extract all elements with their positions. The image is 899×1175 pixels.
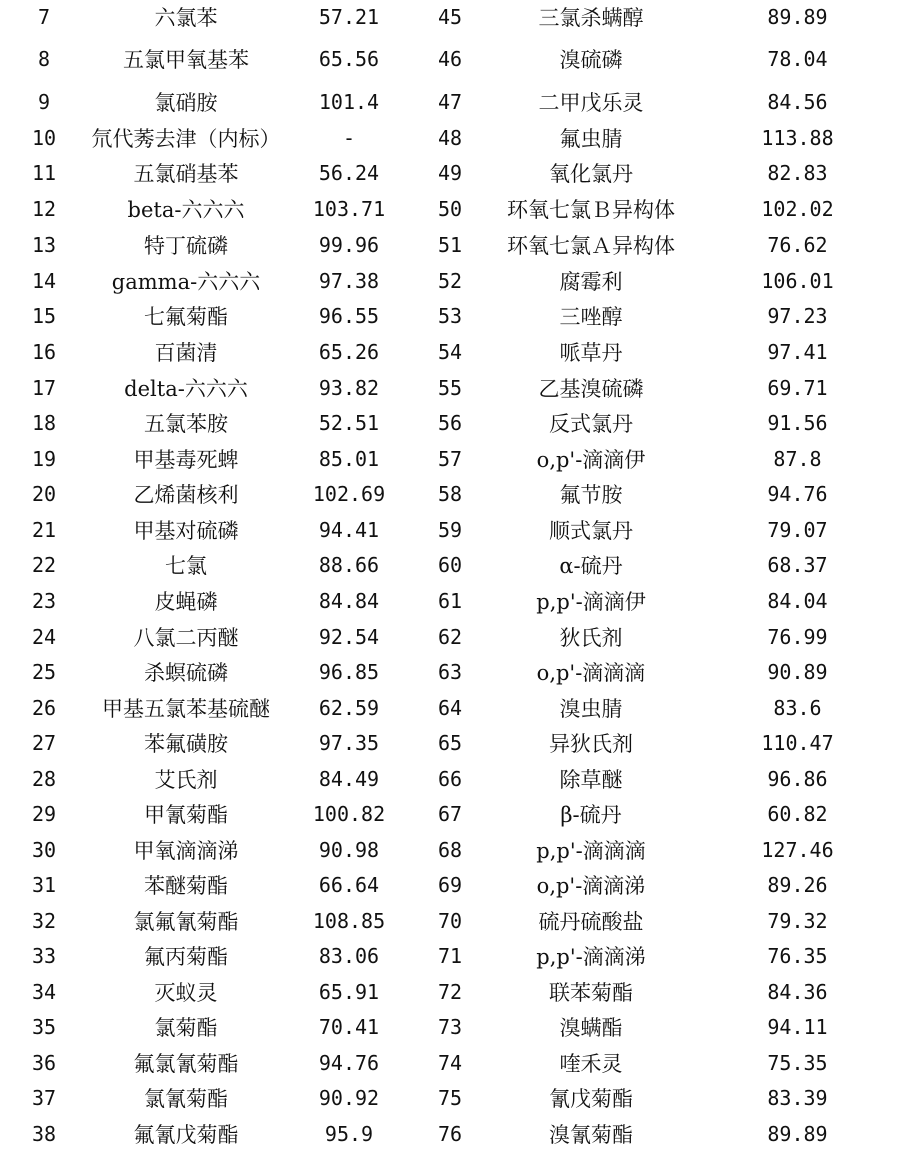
row-number: 69 [437,873,463,897]
table-row [0,191,899,227]
table-row [0,120,899,155]
row-number: 60 [437,553,463,577]
row-number: 54 [437,340,463,364]
compound-name: 五氯甲氧基苯 [123,48,249,72]
recovery-value: 97.41 [767,340,828,364]
compound-name: 溴螨酯 [559,1016,623,1040]
row-number: 27 [31,731,57,755]
compound-name: 特丁硫磷 [144,234,228,258]
row-number: 59 [437,517,463,542]
compound-name: 甲基毒死蜱 [133,447,239,472]
recovery-value: 76.99 [767,624,828,649]
row-number: 13 [31,233,57,257]
recovery-value: 92.54 [318,624,380,649]
row-number: 66 [437,766,463,791]
recovery-value: 76.35 [767,944,828,968]
compound-name: 氯硝胺 [154,91,218,115]
table-row [0,298,899,334]
row-number: 7 [37,5,51,29]
compound-name: o,p'-滴滴涕 [536,874,646,898]
recovery-value: 79.32 [767,908,828,933]
compound-name: 乙烯菌核利 [133,483,239,507]
row-number: 31 [31,873,57,897]
compound-name: 环氧七氯Ａ异构体 [507,234,675,258]
compound-name: 硫丹硫酸盐 [538,909,644,934]
compound-name: 七氯 [165,554,207,578]
recovery-value: 90.98 [318,837,380,862]
table-row [0,1080,899,1116]
compound-name: 三唑醇 [559,305,623,329]
compound-name: 哌草丹 [559,341,623,365]
compound-name: 狄氏剂 [559,625,623,650]
recovery-value: 94.41 [318,517,380,542]
table-row [0,725,899,761]
recovery-value: 84.04 [767,589,828,613]
compound-name: 喹禾灵 [559,1051,623,1076]
compound-name: 二甲戊乐灵 [538,91,644,115]
recovery-value: 96.85 [318,660,380,684]
recovery-value: 84.56 [767,90,828,114]
compound-name: beta-六六六 [127,198,245,222]
row-number: 48 [437,125,463,150]
compound-name: 氟氯氰菊酯 [133,1051,239,1076]
compound-name: 甲基对硫磷 [133,518,239,543]
row-number: 63 [437,660,463,684]
row-number: 37 [31,1086,57,1110]
row-number: 18 [31,411,57,435]
row-number: 51 [437,233,463,257]
compound-name: 五氯硝基苯 [133,162,239,186]
recovery-value: 106.01 [761,268,834,293]
recovery-value: 82.83 [767,161,828,185]
compound-name: 溴氰菊酯 [549,1122,633,1147]
compound-name: 六氯苯 [154,6,218,30]
row-number: 73 [437,1015,463,1039]
recovery-value: 89.26 [767,873,828,897]
recovery-value: 97.23 [767,304,828,328]
recovery-value: 90.89 [767,660,828,684]
recovery-value: 60.82 [767,802,828,826]
table-row [0,1009,899,1045]
row-number: 12 [31,197,57,221]
row-number: 62 [437,624,463,649]
table-row [0,903,899,938]
compound-name: o,p'-滴滴伊 [536,447,646,472]
recovery-value: 78.04 [767,47,828,71]
recovery-value: 97.35 [318,731,380,755]
compound-name: 氰戊菊酯 [549,1087,633,1111]
recovery-value: 108.85 [312,908,386,933]
compound-name: 三氯杀螨醇 [538,6,644,30]
table-row [0,263,899,298]
recovery-value: 89.89 [767,1121,828,1146]
compound-name: 苯氟磺胺 [144,732,228,756]
recovery-value: 70.41 [318,1015,380,1039]
table-row [0,334,899,370]
compound-name: 反式氯丹 [549,412,633,436]
recovery-value: 66.64 [318,873,380,897]
recovery-value: 97.38 [318,268,380,293]
compound-name: 七氟菊酯 [144,305,228,329]
compound-name: 甲氧滴滴涕 [133,838,239,863]
row-number: 45 [437,5,463,29]
table-row [0,974,899,1009]
recovery-value: 101.4 [318,90,380,114]
recovery-value: 102.02 [761,197,834,221]
row-number: 21 [31,517,57,542]
recovery-value: 85.01 [318,446,380,471]
recovery-value: 96.55 [318,304,380,328]
recovery-value: 83.39 [767,1086,828,1110]
compound-name: 氟丙菊酯 [144,945,228,969]
row-number: 17 [31,375,57,400]
table-row [0,476,899,512]
recovery-value: 100.82 [312,802,386,826]
recovery-value: 69.71 [767,375,828,400]
row-number: 56 [437,411,463,435]
row-number: 26 [31,695,57,720]
compound-name: 氯氟氰菊酯 [133,909,239,934]
recovery-value: 65.91 [318,979,380,1004]
recovery-value: 103.71 [312,197,386,221]
row-number: 28 [31,766,57,791]
table-row [0,227,899,263]
table-row [0,405,899,441]
recovery-value: 94.76 [318,1050,380,1075]
row-number: 22 [31,553,57,577]
row-number: 10 [31,125,57,150]
recovery-value: 88.66 [318,553,380,577]
compound-name: 除草醚 [559,767,623,792]
compound-name: β-硫丹 [560,803,622,827]
row-number: 36 [31,1050,57,1075]
table-row [0,867,899,903]
compound-name: 氘代莠去津（内标） [91,126,281,151]
row-number: 75 [437,1086,463,1110]
table-row [0,938,899,974]
row-number: 57 [437,446,463,471]
table-row [0,155,899,191]
compound-name: 苯醚菊酯 [144,874,228,898]
compound-name: 皮蝇磷 [154,590,218,614]
compound-name: 杀螟硫磷 [144,661,228,685]
compound-name: gamma-六六六 [111,269,261,294]
recovery-value: 87.8 [773,446,822,471]
row-number: 8 [37,47,51,71]
row-number: 32 [31,908,57,933]
table-row [0,34,899,84]
table-row [0,547,899,583]
compound-name: o,p'-滴滴滴 [536,661,646,685]
compound-name: 氟节胺 [559,483,623,507]
row-number: 72 [437,979,463,1004]
recovery-value: 84.84 [318,589,380,613]
recovery-value: 56.24 [318,161,380,185]
row-number: 55 [437,375,463,400]
recovery-value: 79.07 [767,517,828,542]
compound-name: 乙基溴硫磷 [538,376,644,401]
recovery-value: 52.51 [318,411,380,435]
row-number: 53 [437,304,463,328]
compound-name: p,p'-滴滴伊 [536,590,646,614]
recovery-value: 84.49 [318,766,380,791]
compound-name: 异狄氏剂 [549,732,633,756]
table-row [0,84,899,120]
compound-name: 甲基五氯苯基硫醚 [102,696,270,721]
compound-name: 八氯二丙醚 [133,625,239,650]
row-number: 29 [31,802,57,826]
recovery-value: 127.46 [761,837,834,862]
compound-name: 溴硫磷 [559,48,623,72]
row-number: 23 [31,589,57,613]
row-number: 35 [31,1015,57,1039]
recovery-value: 110.47 [761,731,834,755]
table-row [0,370,899,405]
recovery-value: 96.86 [767,766,828,791]
compound-name: 甲氰菊酯 [144,803,228,827]
compound-name: α-硫丹 [559,554,623,578]
compound-name: p,p'-滴滴滴 [536,838,646,863]
compound-name: 五氯苯胺 [144,412,228,436]
compound-name: 灭蚁灵 [154,980,218,1005]
row-number: 47 [437,90,463,114]
row-number: 76 [437,1121,463,1146]
row-number: 16 [31,340,57,364]
recovery-value: 83.06 [318,944,380,968]
row-number: 50 [437,197,463,221]
row-number: 74 [437,1050,463,1075]
table-row [0,654,899,690]
row-number: 46 [437,47,463,71]
row-number: 49 [437,161,463,185]
row-number: 33 [31,944,57,968]
recovery-value: 93.82 [318,375,380,400]
row-number: 61 [437,589,463,613]
row-number: 20 [31,482,57,506]
row-number: 30 [31,837,57,862]
compound-name: 腐霉利 [559,269,623,294]
table-row [0,832,899,867]
row-number: 15 [31,304,57,328]
recovery-value: 57.21 [318,5,380,29]
recovery-value: 94.11 [767,1015,828,1039]
row-number: 9 [37,90,51,114]
table-row [0,441,899,476]
row-number: 24 [31,624,57,649]
table-row [0,1116,899,1151]
recovery-value: - [342,125,356,150]
recovery-value: 68.37 [767,553,828,577]
recovery-value: 65.56 [318,47,380,71]
recovery-value: 91.56 [767,411,828,435]
table-row [0,583,899,619]
recovery-value: 113.88 [761,125,834,150]
row-number: 11 [31,161,57,185]
compound-name: 氧化氯丹 [549,162,633,186]
row-number: 38 [31,1121,57,1146]
compound-name: 氯氰菊酯 [144,1087,228,1111]
recovery-value: 76.62 [767,233,828,257]
recovery-value: 84.36 [767,979,828,1004]
table-row [0,512,899,547]
recovery-value: 90.92 [318,1086,380,1110]
recovery-value: 62.59 [318,695,380,720]
row-number: 19 [31,446,57,471]
compound-name: 环氧七氯Ｂ异构体 [507,198,675,222]
row-number: 67 [437,802,463,826]
table-row [0,0,899,34]
compound-name: 氟虫腈 [559,126,623,151]
recovery-value: 102.69 [312,482,386,506]
compound-name: 氯菊酯 [154,1016,218,1040]
row-number: 25 [31,660,57,684]
row-number: 70 [437,908,463,933]
recovery-value: 75.35 [767,1050,828,1075]
compound-name: p,p'-滴滴涕 [536,945,646,969]
compound-name: 氟氰戊菊酯 [133,1122,239,1147]
table-row [0,619,899,654]
row-number: 65 [437,731,463,755]
row-number: 68 [437,837,463,862]
recovery-value: 89.89 [767,5,828,29]
row-number: 34 [31,979,57,1004]
compound-name: 百菌清 [154,341,218,365]
row-number: 52 [437,268,463,293]
compound-name: 联苯菊酯 [549,980,633,1005]
table-row [0,690,899,725]
table-row [0,796,899,832]
row-number: 58 [437,482,463,506]
compound-name: 顺式氯丹 [549,518,633,543]
compound-name: delta-六六六 [124,376,248,401]
table-row [0,761,899,796]
table-row [0,1045,899,1080]
recovery-value: 83.6 [773,695,822,720]
recovery-value: 65.26 [318,340,380,364]
row-number: 71 [437,944,463,968]
recovery-value: 95.9 [324,1121,374,1146]
compound-name: 艾氏剂 [154,767,218,792]
row-number: 64 [437,695,463,720]
recovery-value: 99.96 [318,233,380,257]
recovery-value: 94.76 [767,482,828,506]
row-number: 14 [31,268,57,293]
compound-name: 溴虫腈 [559,696,623,721]
